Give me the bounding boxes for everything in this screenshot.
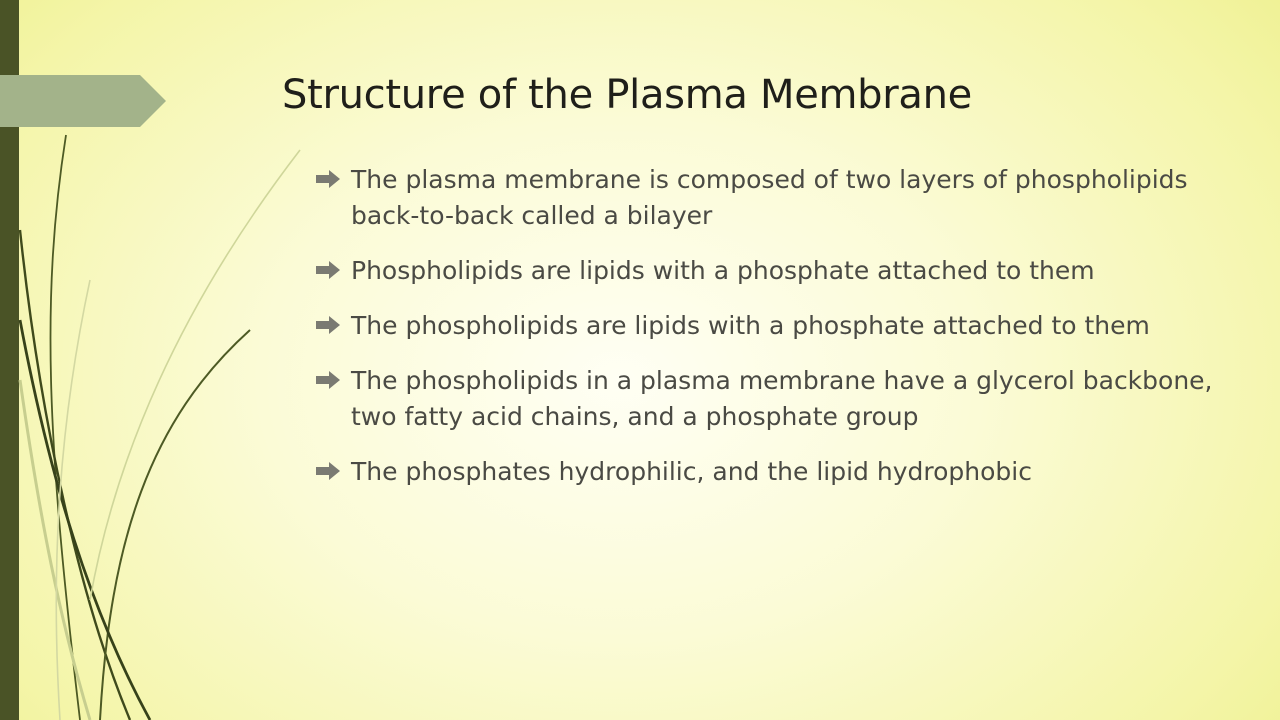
bullet-item [316,253,1216,289]
bullet-item [316,454,1216,490]
bullet-item [316,363,1216,435]
slide-title: Structure of the Plasma Membrane [282,72,972,118]
bullet-list [316,162,1216,509]
right-arrow-icon [316,462,340,480]
right-arrow-icon [316,170,340,188]
bullet-text: Phospholipids are lipids with a phosphate attached to them [351,256,1095,285]
bullet-text: The phospholipids are lipids with a phosphate attached to them [351,311,1150,340]
bullet-text: The phospholipids in a plasma membrane have a glycerol backbone, two fatty acid chains, and a phosphate group [351,366,1213,431]
bullet-item [316,162,1216,234]
title-accent-tab [0,75,166,127]
bullet-text: The phosphates hydrophilic, and the lipid hydrophobic [351,457,1032,486]
bullet-text: The plasma membrane is composed of two layers of phospholipids back-to-back called a bilayer [351,165,1188,230]
right-arrow-icon [316,261,340,279]
right-arrow-icon [316,371,340,389]
bullet-item [316,308,1216,344]
right-arrow-icon [316,316,340,334]
